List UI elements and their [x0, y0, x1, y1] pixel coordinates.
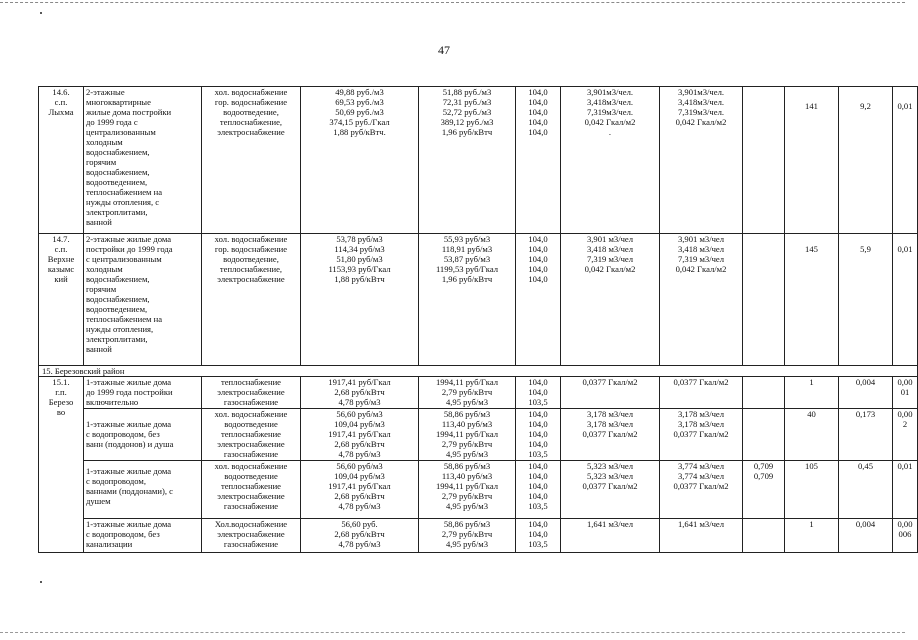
cell-line: хол. водоснабжение: [214, 87, 288, 97]
cell-line: 2,68 руб/кВтч: [334, 387, 385, 397]
tariff-index: [516, 409, 561, 461]
cell-line: 3,901 м3/чел: [586, 234, 634, 244]
page-number: 47: [438, 43, 450, 57]
cell-line: 0,709: [753, 471, 774, 481]
norm-new: [660, 234, 743, 366]
tariff-current: [301, 234, 419, 366]
cell-line: электроснабжение: [217, 274, 285, 284]
scan-bottom-edge: [0, 632, 905, 633]
tariff-index: [516, 234, 561, 366]
cell-line: 51,80 руб/м3: [336, 254, 383, 264]
cell-line: 69,53 руб./м3: [335, 97, 384, 107]
cell-line: 49,88 руб./м3: [335, 87, 384, 97]
cell-line: кий: [54, 274, 68, 284]
table-row: [39, 519, 918, 553]
cell-line: 104,0: [528, 97, 548, 107]
cell-line: 4,95 руб/м3: [445, 539, 489, 549]
tariff-new: [419, 461, 516, 519]
housing-description: [84, 87, 202, 234]
cell-line: холодным: [86, 137, 123, 147]
cell-line: 1917,41 руб/Гкал: [328, 429, 391, 439]
cell-line: 104,0: [528, 439, 548, 449]
cell-line: 104,0: [528, 529, 548, 539]
norm-current: [561, 234, 660, 366]
value-2: 0,01: [893, 461, 918, 519]
cell-line: хол. водоснабжение: [214, 461, 288, 471]
tariff-index: [516, 461, 561, 519]
value-1: 0,004: [839, 377, 893, 409]
value-2: [893, 409, 918, 461]
tariff-current: [301, 519, 419, 553]
cell-line: казымс: [47, 264, 75, 274]
cell-line: 5,323 м3/чел: [586, 461, 634, 471]
scan-speck: [40, 581, 42, 583]
cell-line: 1994,11 руб/Гкал: [435, 377, 499, 387]
cell-line: 0,042 Гкал/м2: [584, 117, 636, 127]
cell-line: 389,12 руб./м3: [440, 117, 494, 127]
cell-line: централизованным: [86, 127, 156, 137]
cell-line: 1-этажные жилые дома: [86, 377, 172, 387]
cell-line: 14.7.: [52, 234, 70, 244]
services: [202, 87, 301, 234]
cell-line: ванной: [86, 344, 112, 354]
cell-line: гор. водоснабжение: [214, 97, 288, 107]
cell-line: горячим: [86, 157, 117, 167]
row-number: [39, 377, 84, 553]
cell-line: 51,88 руб./м3: [442, 87, 492, 97]
services: [202, 234, 301, 366]
cell-line: 3,178 м3/чел: [586, 419, 634, 429]
cell-line: теплоснабжением на: [86, 314, 163, 324]
cell-line: 0,042 Гкал/м2: [675, 117, 727, 127]
table-row: [39, 461, 918, 519]
cell-line: 104,0: [528, 429, 548, 439]
cell-line: 104,0: [528, 387, 548, 397]
cell-line: теплоснабжение: [220, 377, 281, 387]
cell-line: 104,0: [528, 471, 548, 481]
cell-line: Верхне: [47, 254, 75, 264]
norm-extra: [743, 461, 785, 519]
cell-line: многоквартирные: [86, 97, 151, 107]
cell-line: 103,5: [528, 397, 548, 407]
cell-line: 3,774 м3/чел: [677, 471, 725, 481]
norm-new: [660, 409, 743, 461]
cell-line: горячим: [86, 284, 117, 294]
cell-line: 7,319м3/чел.: [586, 107, 634, 117]
value-1: 0,45: [839, 461, 893, 519]
tariff-index: [516, 377, 561, 409]
norm-current: [561, 461, 660, 519]
cell-line: холодным: [86, 264, 123, 274]
cell-line: Березо: [48, 397, 74, 407]
cell-line: 104,0: [528, 244, 548, 254]
cell-line: 006: [898, 529, 912, 539]
cell-line: 104,0: [528, 87, 548, 97]
section-title: 15. Березовский район: [39, 366, 918, 377]
cell-line: электроснабжение: [217, 529, 285, 539]
cell-line: 2,79 руб/кВтч: [441, 491, 493, 501]
cell-line: 118,91 руб/м3: [441, 244, 493, 254]
cell-line: 0,042 Гкал/м2: [675, 264, 727, 274]
cell-line: 1917,41 руб/Гкал: [328, 481, 391, 491]
cell-line: 104,0: [528, 519, 548, 529]
cell-line: 4,78 руб/м3: [338, 539, 381, 549]
norm-new: [660, 519, 743, 553]
cell-line: электроснабжение: [217, 439, 285, 449]
count-value: 145: [785, 234, 839, 366]
cell-line: с водопроводом,: [86, 476, 147, 486]
cell-line: 104,0: [528, 127, 548, 137]
tariff-current: [301, 377, 419, 409]
services: [202, 519, 301, 553]
cell-line: с.п.: [54, 244, 68, 254]
cell-line: 56,60 руб.: [341, 519, 378, 529]
cell-line: газоснабжение: [223, 449, 279, 459]
value-2: 0,01: [893, 234, 918, 366]
cell-line: 104,0: [528, 377, 548, 387]
cell-line: 50,69 руб./м3: [335, 107, 384, 117]
cell-line: электроплитами,: [86, 207, 148, 217]
cell-line: 3,418м3/чел.: [586, 97, 634, 107]
cell-line: 58,86 руб/м3: [443, 461, 491, 471]
cell-line: нужды отопления, с: [86, 197, 160, 207]
cell-line: 0,00: [897, 409, 913, 419]
cell-line: 2,68 руб/кВтч: [334, 439, 385, 449]
table-row: [39, 409, 918, 461]
value-2: 0,01: [893, 87, 918, 234]
services: [202, 409, 301, 461]
cell-line: жилые дома постройки: [86, 107, 172, 117]
cell-line: 113,40 руб/м3: [441, 471, 493, 481]
cell-line: 3,418 м3/чел: [677, 244, 725, 254]
cell-line: теплоснабжение,: [219, 117, 283, 127]
cell-line: 114,34 руб/м3: [334, 244, 385, 254]
cell-line: электроснабжение: [217, 491, 285, 501]
cell-line: 15.1.: [52, 377, 70, 387]
cell-line: 4,95 руб/м3: [445, 501, 489, 511]
tariff-new: [419, 377, 516, 409]
row-number: [39, 234, 84, 366]
cell-line: постройки до 1999 года: [86, 244, 173, 254]
count-value: 1: [785, 377, 839, 409]
housing-description: [84, 461, 202, 519]
cell-line: канализации: [86, 539, 133, 549]
value-1: 5,9: [839, 234, 893, 366]
cell-line: 104,0: [528, 254, 548, 264]
cell-line: во: [56, 407, 66, 417]
tariff-index: [516, 87, 561, 234]
cell-line: 113,40 руб/м3: [441, 419, 493, 429]
cell-line: с водопроводом, без: [86, 429, 160, 439]
cell-line: 1,96 руб/кВтч: [441, 274, 493, 284]
cell-line: 5,323 м3/чел: [586, 471, 634, 481]
tariff-new: [419, 87, 516, 234]
tariff-table: [38, 86, 918, 553]
tariff-index: [516, 519, 561, 553]
cell-line: 1,88 руб/кВтч: [334, 274, 385, 284]
cell-line: до 1999 года с: [86, 117, 138, 127]
cell-line: 56,60 руб/м3: [336, 461, 383, 471]
value-1: 9,2: [839, 87, 893, 234]
cell-line: водоснабжением,: [86, 167, 150, 177]
tariff-current: [301, 409, 419, 461]
cell-line: газоснабжение: [223, 397, 279, 407]
value-1: 0,004: [839, 519, 893, 553]
cell-line: 104,0: [528, 234, 548, 244]
cell-line: 0,0377 Гкал/м2: [673, 377, 729, 387]
cell-line: 104,0: [528, 409, 548, 419]
cell-line: 1-этажные жилые дома: [86, 419, 172, 429]
norm-new: [660, 377, 743, 409]
cell-line: 104,0: [528, 461, 548, 471]
cell-line: 58,86 руб/м3: [443, 519, 491, 529]
cell-line: 3,901м3/чел.: [586, 87, 634, 97]
cell-line: водоотведение,: [223, 107, 279, 117]
cell-line: 1994,11 руб/Гкал: [435, 429, 499, 439]
cell-line: Хол.водоснабжение: [214, 519, 288, 529]
cell-line: 2,79 руб/кВтч: [441, 387, 493, 397]
cell-line: электроснабжение: [217, 127, 285, 137]
cell-line: 7,319 м3/чел: [586, 254, 634, 264]
cell-line: 4,95 руб/м3: [445, 397, 489, 407]
count-value: 1: [785, 519, 839, 553]
cell-line: 0,042 Гкал/м2: [584, 264, 636, 274]
cell-line: 1994,11 руб/Гкал: [435, 481, 499, 491]
cell-line: с централизованным: [86, 254, 162, 264]
cell-line: 3,901м3/чел.: [677, 87, 725, 97]
row-number: [39, 87, 84, 234]
cell-line: 0,0377 Гкал/м2: [673, 481, 729, 491]
cell-line: с водопроводом, без: [86, 529, 160, 539]
cell-line: 104,0: [528, 491, 548, 501]
cell-line: 0,0377 Гкал/м2: [673, 429, 729, 439]
cell-line: 4,78 руб/м3: [338, 449, 381, 459]
cell-line: 53,87 руб/м3: [443, 254, 491, 264]
cell-line: включительно: [86, 397, 139, 407]
cell-line: Лыхма: [48, 107, 74, 117]
cell-line: 1917,41 руб/Гкал: [328, 377, 391, 387]
cell-line: 1199,53 руб/Гкал: [435, 264, 499, 274]
cell-line: 1,641 м3/чел: [586, 519, 634, 529]
cell-line: 104,0: [528, 274, 548, 284]
cell-line: 104,0: [528, 481, 548, 491]
cell-line: 52,72 руб./м3: [442, 107, 492, 117]
cell-line: водоснабжением,: [86, 147, 150, 157]
norm-current: [561, 519, 660, 553]
value-1: 0,173: [839, 409, 893, 461]
cell-line: 72,31 руб./м3: [442, 97, 492, 107]
cell-line: 0,709: [753, 461, 774, 471]
cell-line: 7,319м3/чел.: [677, 107, 725, 117]
norm-current: [561, 87, 660, 234]
cell-line: 2,68 руб/кВтч: [334, 491, 385, 501]
cell-line: водоснабжением,: [86, 274, 150, 284]
cell-line: хол. водоснабжение: [214, 234, 288, 244]
cell-line: гор. водоснабжение: [214, 244, 288, 254]
tariff-new: [419, 409, 516, 461]
cell-line: электроплитами,: [86, 334, 148, 344]
cell-line: 4,95 руб/м3: [445, 449, 489, 459]
cell-line: 1153,93 руб/Гкал: [328, 264, 391, 274]
tariff-current: [301, 461, 419, 519]
norm-extra: [743, 377, 785, 409]
housing-description: [84, 377, 202, 409]
table-row: [39, 377, 918, 409]
cell-line: теплоснабжением на: [86, 187, 163, 197]
cell-line: 2,79 руб/кВтч: [441, 439, 493, 449]
cell-line: 1,96 руб/кВтч: [441, 127, 493, 137]
cell-line: 2-этажные жилые дома: [86, 234, 172, 244]
cell-line: нужды отопления,: [86, 324, 154, 334]
cell-line: 104,0: [528, 117, 548, 127]
housing-description: [84, 519, 202, 553]
cell-line: 104,0: [528, 264, 548, 274]
cell-line: 53,78 руб/м3: [336, 234, 383, 244]
section-row: [39, 366, 918, 377]
cell-line: ваннами (поддонами), с: [86, 486, 173, 496]
cell-line: теплоснабжение: [220, 481, 281, 491]
norm-extra: [743, 409, 785, 461]
cell-line: водоотведением,: [86, 304, 148, 314]
cell-line: газоснабжение: [223, 501, 279, 511]
cell-line: 103,5: [528, 449, 548, 459]
cell-line: 1-этажные жилые дома: [86, 466, 172, 476]
cell-line: 3,178 м3/чел: [677, 419, 725, 429]
cell-line: ванной: [86, 217, 112, 227]
norm-current: [561, 409, 660, 461]
cell-line: 374,15 руб./Гкал: [329, 117, 390, 127]
cell-line: 3,418м3/чел.: [677, 97, 725, 107]
cell-line: 14.6.: [52, 87, 70, 97]
cell-line: с.п.: [54, 97, 68, 107]
tariff-new: [419, 234, 516, 366]
cell-line: 3,178 м3/чел: [677, 409, 725, 419]
tariff-current: [301, 87, 419, 234]
norm-new: [660, 87, 743, 234]
cell-line: 2-этажные: [86, 87, 125, 97]
cell-line: 3,901 м3/чел: [677, 234, 725, 244]
cell-line: 4,78 руб/м3: [338, 501, 381, 511]
housing-description: [84, 234, 202, 366]
count-value: 105: [785, 461, 839, 519]
cell-line: водоснабжением,: [86, 294, 150, 304]
cell-line: 0,0377 Гкал/м2: [582, 481, 638, 491]
cell-line: теплоснабжение,: [219, 264, 283, 274]
cell-line: 58,86 руб/м3: [443, 409, 491, 419]
count-value: 40: [785, 409, 839, 461]
cell-line: хол. водоснабжение: [214, 409, 288, 419]
value-2: [893, 377, 918, 409]
cell-line: 0,0377 Гкал/м2: [582, 377, 638, 387]
cell-line: 2: [902, 419, 908, 429]
cell-line: 2,79 руб/кВтч: [441, 529, 493, 539]
cell-line: 109,04 руб/м3: [334, 419, 385, 429]
cell-line: газоснабжение: [223, 539, 279, 549]
cell-line: .: [608, 127, 612, 137]
norm-extra: [743, 87, 785, 234]
services: [202, 461, 301, 519]
cell-line: 0,00: [897, 377, 913, 387]
norm-extra: [743, 519, 785, 553]
cell-line: водоотведение: [224, 419, 278, 429]
cell-line: 4,78 руб/м3: [338, 397, 381, 407]
cell-line: 3,418 м3/чел: [586, 244, 634, 254]
norm-extra: [743, 234, 785, 366]
cell-line: 103,5: [528, 501, 548, 511]
services: [202, 377, 301, 409]
scan-speck: [40, 12, 42, 14]
cell-line: г.п.: [55, 387, 67, 397]
housing-description: [84, 409, 202, 461]
value-2: [893, 519, 918, 553]
cell-line: 103,5: [528, 539, 548, 549]
count-value: 141: [785, 87, 839, 234]
cell-line: 1,641 м3/чел: [677, 519, 725, 529]
cell-line: водоотведением,: [86, 177, 148, 187]
cell-line: водоотведение: [224, 471, 278, 481]
cell-line: 109,04 руб/м3: [334, 471, 385, 481]
cell-line: водоотведение,: [223, 254, 279, 264]
table-row: [39, 87, 918, 234]
table-row: [39, 234, 918, 366]
scan-top-edge: [0, 2, 905, 3]
cell-line: 1-этажные жилые дома: [86, 519, 172, 529]
cell-line: электроснабжение: [217, 387, 285, 397]
cell-line: 01: [900, 387, 910, 397]
cell-line: душем: [86, 496, 111, 506]
cell-line: 104,0: [528, 419, 548, 429]
cell-line: 3,178 м3/чел: [586, 409, 634, 419]
cell-line: 3,774 м3/чел: [677, 461, 725, 471]
cell-line: 104,0: [528, 107, 548, 117]
tariff-new: [419, 519, 516, 553]
cell-line: 56,60 руб/м3: [336, 409, 383, 419]
cell-line: 0,0377 Гкал/м2: [582, 429, 638, 439]
cell-line: 1,88 руб/кВтч.: [333, 127, 386, 137]
cell-line: теплоснабжение: [220, 429, 281, 439]
cell-line: до 1999 года постройки: [86, 387, 173, 397]
cell-line: 55,93 руб/м3: [443, 234, 491, 244]
norm-current: [561, 377, 660, 409]
norm-new: [660, 461, 743, 519]
cell-line: ванн (поддонов) и душа: [86, 439, 174, 449]
cell-line: 0,00: [897, 519, 913, 529]
cell-line: 7,319 м3/чел: [677, 254, 725, 264]
cell-line: 2,68 руб/кВтч: [334, 529, 385, 539]
